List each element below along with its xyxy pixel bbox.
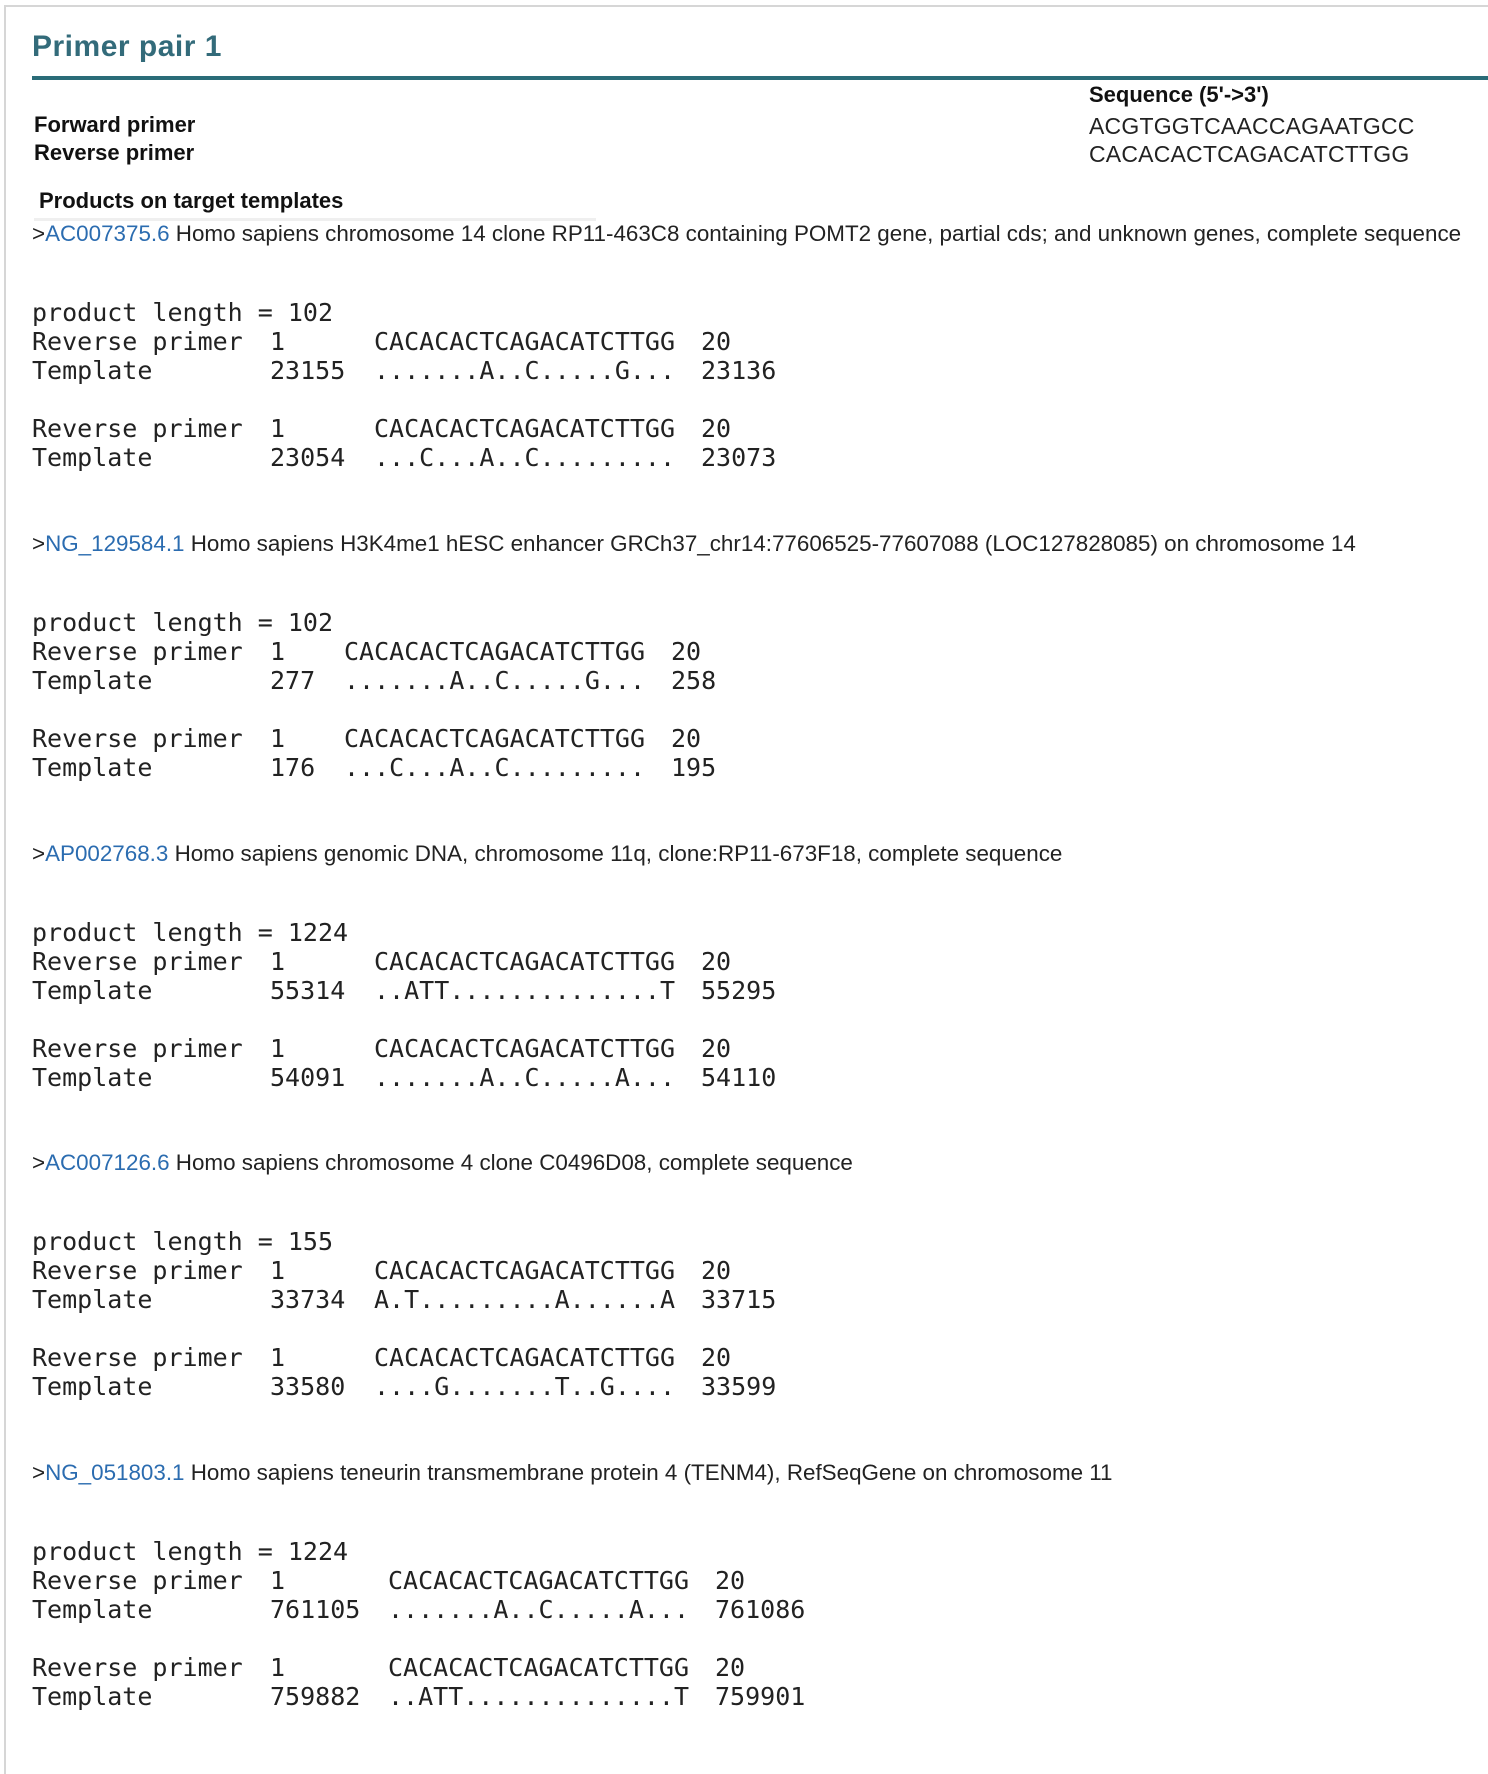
end-position: 55295 bbox=[701, 976, 777, 1005]
primer-sequence: CACACACTCAGACATCTTGG bbox=[374, 1034, 676, 1063]
alignment bbox=[32, 1566, 1472, 1624]
alignment bbox=[32, 1343, 1472, 1401]
alignment bbox=[32, 724, 1472, 782]
primer-row bbox=[32, 327, 1472, 356]
primer-row bbox=[32, 947, 1472, 976]
end-position: 258 bbox=[671, 666, 717, 695]
accession-link[interactable]: AC007375.6 bbox=[45, 221, 170, 246]
row-label: Reverse primer bbox=[32, 1343, 243, 1372]
alignment bbox=[32, 1034, 1472, 1092]
start-position: 1 bbox=[270, 724, 286, 753]
row-label: Template bbox=[32, 1063, 153, 1092]
primer-row bbox=[32, 724, 1472, 753]
end-position: 54110 bbox=[701, 1063, 777, 1092]
primer-row bbox=[32, 1566, 1472, 1595]
end-position: 20 bbox=[701, 1256, 732, 1285]
row-label: Reverse primer bbox=[32, 1566, 243, 1595]
row-label: Template bbox=[32, 1285, 153, 1314]
primer-sequence: CACACACTCAGACATCTTGG bbox=[388, 1653, 690, 1682]
accession-link[interactable]: NG_129584.1 bbox=[45, 531, 185, 556]
row-label: Reverse primer bbox=[32, 1653, 243, 1682]
start-position: 1 bbox=[270, 1343, 286, 1372]
reverse-primer-sequence: CACACACTCAGACATCTTGG bbox=[1089, 141, 1410, 167]
template-block bbox=[32, 840, 1472, 1092]
alignment bbox=[32, 414, 1472, 472]
start-position: 176 bbox=[270, 753, 316, 782]
alignment bbox=[32, 1653, 1472, 1711]
start-position: 33734 bbox=[270, 1285, 346, 1314]
template-sequence: ..ATT..............T bbox=[388, 1682, 690, 1711]
gt-prefix: > bbox=[32, 221, 46, 246]
end-position: 20 bbox=[701, 414, 732, 443]
primer-sequence: CACACACTCAGACATCTTGG bbox=[388, 1566, 690, 1595]
products-heading: Products on target templates bbox=[34, 188, 596, 221]
template-sequence: ....G.......T..G.... bbox=[374, 1372, 676, 1401]
primer-row bbox=[32, 1256, 1472, 1285]
start-position: 759882 bbox=[270, 1682, 361, 1711]
end-position: 20 bbox=[715, 1566, 746, 1595]
gt-prefix: > bbox=[32, 1150, 46, 1175]
template-sequence: ...C...A..C......... bbox=[344, 753, 646, 782]
start-position: 54091 bbox=[270, 1063, 346, 1092]
template-row bbox=[32, 356, 1472, 385]
template-sequence: .......A..C.....G... bbox=[344, 666, 646, 695]
row-label: Template bbox=[32, 1682, 153, 1711]
forward-primer-label: Forward primer bbox=[34, 112, 196, 137]
end-position: 20 bbox=[701, 1034, 732, 1063]
gt-prefix: > bbox=[32, 531, 46, 556]
template-row bbox=[32, 1285, 1472, 1314]
end-position: 20 bbox=[701, 327, 732, 356]
sequence-column-header: Sequence (5'->3') bbox=[1089, 82, 1269, 107]
row-label: Reverse primer bbox=[32, 327, 243, 356]
template-row bbox=[32, 1595, 1472, 1624]
row-label: Template bbox=[32, 753, 153, 782]
alignment bbox=[32, 1256, 1472, 1314]
primer-row bbox=[32, 1034, 1472, 1063]
row-label: Reverse primer bbox=[32, 1034, 243, 1063]
primer-sequence: CACACACTCAGACATCTTGG bbox=[374, 1256, 676, 1285]
primer-row bbox=[32, 1343, 1472, 1372]
template-sequence: ..ATT..............T bbox=[374, 976, 676, 1005]
template-block bbox=[32, 530, 1472, 782]
alignment bbox=[32, 327, 1472, 385]
start-position: 23155 bbox=[270, 356, 346, 385]
end-position: 761086 bbox=[715, 1595, 806, 1624]
row-label: Template bbox=[32, 666, 153, 695]
page-title: Primer pair 1 bbox=[32, 30, 222, 63]
template-row bbox=[32, 976, 1472, 1005]
product-length: product length = 1224 bbox=[32, 918, 349, 947]
primer-row bbox=[32, 637, 1472, 666]
start-position: 1 bbox=[270, 947, 286, 976]
start-position: 1 bbox=[270, 1566, 286, 1595]
reverse-primer-label: Reverse primer bbox=[34, 140, 195, 165]
accession-link[interactable]: AC007126.6 bbox=[45, 1150, 170, 1175]
gt-prefix: > bbox=[32, 1460, 46, 1485]
row-label: Template bbox=[32, 976, 153, 1005]
forward-primer-sequence: ACGTGGTCAACCAGAATGCC bbox=[1089, 113, 1415, 139]
row-label: Reverse primer bbox=[32, 637, 243, 666]
end-position: 23136 bbox=[701, 356, 777, 385]
end-position: 20 bbox=[671, 724, 702, 753]
product-length: product length = 102 bbox=[32, 608, 334, 637]
start-position: 23054 bbox=[270, 443, 346, 472]
row-label: Reverse primer bbox=[32, 414, 243, 443]
template-row bbox=[32, 1063, 1472, 1092]
start-position: 277 bbox=[270, 666, 316, 695]
product-length: product length = 102 bbox=[32, 298, 334, 327]
template-sequence: A.T.........A......A bbox=[374, 1285, 676, 1314]
title-divider bbox=[32, 76, 1488, 80]
template-row bbox=[32, 1372, 1472, 1401]
primer-sequence: CACACACTCAGACATCTTGG bbox=[344, 637, 646, 666]
product-length: product length = 1224 bbox=[32, 1537, 349, 1566]
primer-sequence: CACACACTCAGACATCTTGG bbox=[374, 414, 676, 443]
start-position: 1 bbox=[270, 414, 286, 443]
row-label: Template bbox=[32, 443, 153, 472]
row-label: Template bbox=[32, 356, 153, 385]
primer-sequence: CACACACTCAGACATCTTGG bbox=[344, 724, 646, 753]
primer-sequence: CACACACTCAGACATCTTGG bbox=[374, 327, 676, 356]
alignment bbox=[32, 947, 1472, 1005]
template-description: Homo sapiens chromosome 4 clone C0496D08, complete sequence bbox=[169, 1150, 853, 1175]
template-description: Homo sapiens genomic DNA, chromosome 11q, clone:RP11-673F18, complete sequence bbox=[168, 841, 1063, 866]
gt-prefix: > bbox=[32, 841, 46, 866]
accession-link[interactable]: NG_051803.1 bbox=[45, 1460, 185, 1485]
row-label: Template bbox=[32, 1372, 153, 1401]
start-position: 1 bbox=[270, 1653, 286, 1682]
template-block bbox=[32, 1459, 1472, 1711]
start-position: 1 bbox=[270, 637, 286, 666]
end-position: 20 bbox=[671, 637, 702, 666]
template-block bbox=[32, 1149, 1472, 1401]
end-position: 759901 bbox=[715, 1682, 806, 1711]
row-label: Template bbox=[32, 1595, 153, 1624]
end-position: 20 bbox=[701, 947, 732, 976]
template-row bbox=[32, 666, 1472, 695]
primer-row bbox=[32, 414, 1472, 443]
row-label: Reverse primer bbox=[32, 724, 243, 753]
end-position: 23073 bbox=[701, 443, 777, 472]
template-sequence: .......A..C.....A... bbox=[374, 1063, 676, 1092]
start-position: 55314 bbox=[270, 976, 346, 1005]
start-position: 1 bbox=[270, 1034, 286, 1063]
end-position: 195 bbox=[671, 753, 717, 782]
template-description: Homo sapiens teneurin transmembrane protein 4 (TENM4), RefSeqGene on chromosome 11 bbox=[184, 1460, 1113, 1485]
template-title bbox=[32, 1459, 1472, 1487]
end-position: 33715 bbox=[701, 1285, 777, 1314]
primer-sequence: CACACACTCAGACATCTTGG bbox=[374, 947, 676, 976]
row-label: Reverse primer bbox=[32, 1256, 243, 1285]
template-row bbox=[32, 1682, 1472, 1711]
product-length: product length = 155 bbox=[32, 1227, 334, 1256]
alignment bbox=[32, 637, 1472, 695]
template-sequence: ...C...A..C......... bbox=[374, 443, 676, 472]
template-row bbox=[32, 443, 1472, 472]
template-description: Homo sapiens H3K4me1 hESC enhancer GRCh37_chr14:77606525-77607088 (LOC127828085) on chromosome 14 bbox=[184, 531, 1356, 556]
row-label: Reverse primer bbox=[32, 947, 243, 976]
template-title bbox=[32, 840, 1472, 868]
template-description: Homo sapiens chromosome 14 clone RP11-463C8 containing POMT2 gene, partial cds; and unknown genes, complete sequence bbox=[169, 221, 1462, 246]
template-title bbox=[32, 530, 1472, 558]
template-sequence: .......A..C.....G... bbox=[374, 356, 676, 385]
end-position: 33599 bbox=[701, 1372, 777, 1401]
template-title bbox=[32, 220, 1472, 248]
template-title bbox=[32, 1149, 1472, 1177]
template-sequence: .......A..C.....A... bbox=[388, 1595, 690, 1624]
template-block bbox=[32, 220, 1472, 472]
end-position: 20 bbox=[701, 1343, 732, 1372]
start-position: 33580 bbox=[270, 1372, 346, 1401]
start-position: 1 bbox=[270, 327, 286, 356]
start-position: 1 bbox=[270, 1256, 286, 1285]
primer-sequence: CACACACTCAGACATCTTGG bbox=[374, 1343, 676, 1372]
start-position: 761105 bbox=[270, 1595, 361, 1624]
template-row bbox=[32, 753, 1472, 782]
end-position: 20 bbox=[715, 1653, 746, 1682]
primer-row bbox=[32, 1653, 1472, 1682]
accession-link[interactable]: AP002768.3 bbox=[45, 841, 169, 866]
